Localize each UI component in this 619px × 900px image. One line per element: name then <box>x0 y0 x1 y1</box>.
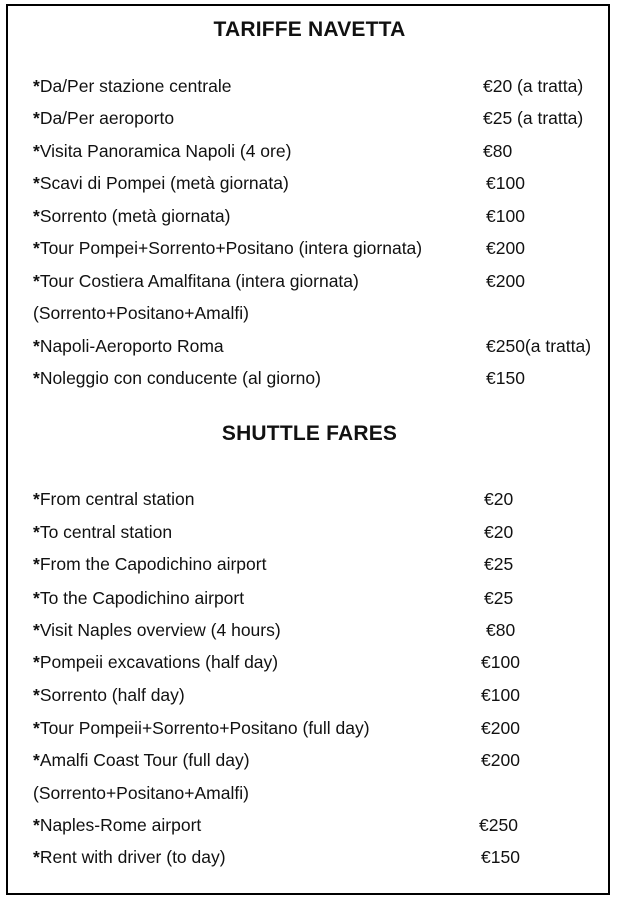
item-price: €150 <box>486 368 525 388</box>
list-item <box>33 652 278 672</box>
item-label: Visita Panoramica Napoli (4 ore) <box>39 141 292 161</box>
list-item <box>33 588 244 608</box>
list-item <box>33 554 266 574</box>
list-item <box>33 847 226 867</box>
item-price: €200 <box>486 271 525 291</box>
item-price: €100 <box>486 206 525 226</box>
bullet-star: * <box>33 108 40 128</box>
item-price: €100 <box>481 685 520 705</box>
list-item <box>33 489 194 509</box>
bullet-star: * <box>33 554 40 574</box>
item-label: Rent with driver (to day) <box>39 847 226 867</box>
bullet-star: * <box>33 750 40 770</box>
bullet-star: * <box>33 238 40 258</box>
item-price: €25 <box>484 554 514 574</box>
list-item <box>33 718 370 738</box>
item-label: Noleggio con conducente (al giorno) <box>39 368 321 388</box>
item-price: €80 <box>486 620 516 640</box>
item-label: To central station <box>39 522 173 542</box>
list-item <box>33 141 291 161</box>
item-price: €200 <box>481 750 520 770</box>
item-label: Visit Naples overview (4 hours) <box>39 620 281 640</box>
item-label: Da/Per aeroporto <box>39 108 175 128</box>
list-item <box>33 238 422 258</box>
bullet-star: * <box>33 271 40 291</box>
item-label: Scavi di Pompei (metà giornata) <box>39 173 289 193</box>
item-label: Sorrento (half day) <box>39 685 185 705</box>
item-label: Amalfi Coast Tour (full day) <box>39 750 250 770</box>
item-label: Tour Pompeii+Sorrento+Positano (full day) <box>39 718 370 738</box>
list-item <box>33 368 321 388</box>
list-item <box>33 108 174 128</box>
italian-title: TARIFFE NAVETTA <box>213 18 406 41</box>
bullet-star: * <box>33 847 40 867</box>
item-price: €250 <box>479 815 518 835</box>
item-label: Tour Pompei+Sorrento+Positano (intera giornata) <box>39 238 423 258</box>
item-price: €150 <box>481 847 520 867</box>
item-continuation: (Sorrento+Positano+Amalfi) <box>33 303 249 323</box>
list-item <box>33 522 172 542</box>
item-price: €20 (a tratta) <box>483 76 584 96</box>
item-price: €25 <box>484 588 514 608</box>
bullet-star: * <box>33 588 40 608</box>
item-label: Tour Costiera Amalfitana (intera giornata) <box>39 271 359 291</box>
item-price: €250(a tratta) <box>486 336 592 356</box>
list-item <box>33 815 201 835</box>
bullet-star: * <box>33 141 40 161</box>
item-label: Da/Per stazione centrale <box>39 76 232 96</box>
bullet-star: * <box>33 718 40 738</box>
bullet-star: * <box>33 489 40 509</box>
bullet-star: * <box>33 336 40 356</box>
item-price: €80 <box>483 141 513 161</box>
bullet-star: * <box>33 815 40 835</box>
item-price: €100 <box>486 173 525 193</box>
item-price: €25 (a tratta) <box>483 108 584 128</box>
bullet-star: * <box>33 652 40 672</box>
bullet-star: * <box>33 685 40 705</box>
bullet-star: * <box>33 620 40 640</box>
item-label: Naples-Rome airport <box>39 815 202 835</box>
item-price: €200 <box>486 238 525 258</box>
bullet-star: * <box>33 206 40 226</box>
bullet-star: * <box>33 522 40 542</box>
item-continuation: (Sorrento+Positano+Amalfi) <box>33 783 249 803</box>
item-label: From the Capodichino airport <box>39 554 267 574</box>
list-item <box>33 685 185 705</box>
list-item <box>33 271 359 291</box>
list-item <box>33 173 289 193</box>
item-price: €20 <box>484 489 514 509</box>
list-item <box>33 750 250 770</box>
item-price: €20 <box>484 522 514 542</box>
bullet-star: * <box>33 368 40 388</box>
item-label: Pompeii excavations (half day) <box>39 652 279 672</box>
item-label: From central station <box>39 489 195 509</box>
list-item <box>33 620 281 640</box>
list-item <box>33 76 231 96</box>
item-price: €200 <box>481 718 520 738</box>
english-title: SHUTTLE FARES <box>221 422 398 445</box>
bullet-star: * <box>33 173 40 193</box>
item-label: Napoli-Aeroporto Roma <box>39 336 224 356</box>
list-item <box>33 336 224 356</box>
item-label: To the Capodichino airport <box>39 588 245 608</box>
item-price: €100 <box>481 652 520 672</box>
bullet-star: * <box>33 76 40 96</box>
item-label: Sorrento (metà giornata) <box>39 206 231 226</box>
list-item <box>33 206 230 226</box>
